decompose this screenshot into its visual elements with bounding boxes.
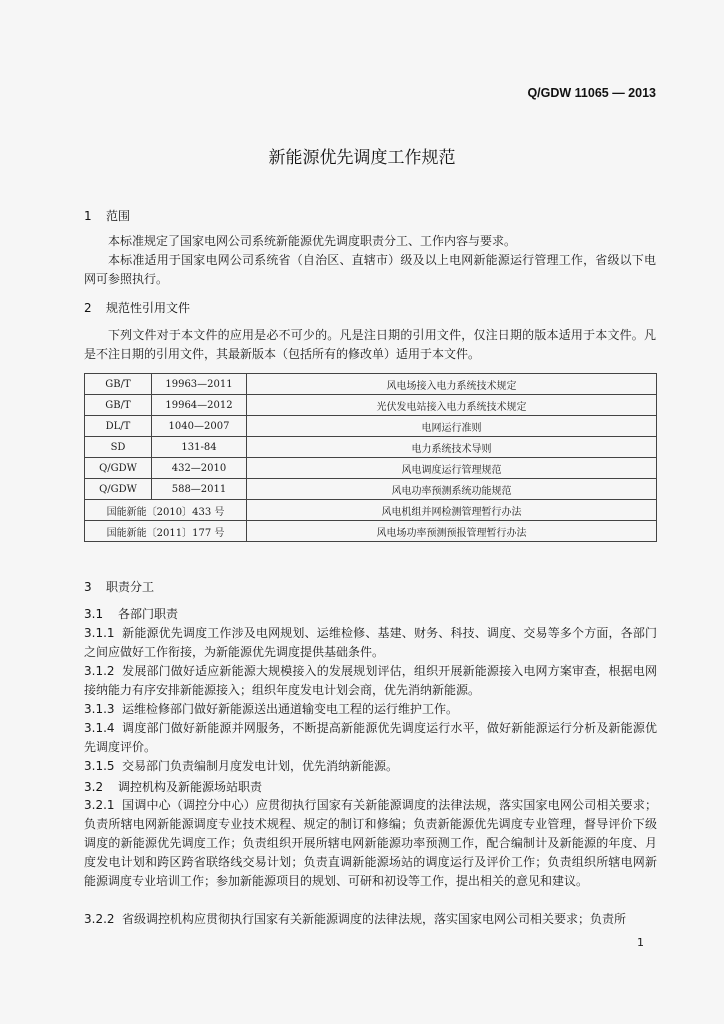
clause-number: 3.1.4 bbox=[84, 721, 115, 735]
page-number: 1 bbox=[637, 936, 644, 949]
clause-number: 3.1.2 bbox=[84, 664, 115, 678]
ref-number: 1040—2007 bbox=[152, 416, 247, 437]
subsection-title: 各部门职责 bbox=[118, 607, 179, 621]
ref-name: 风电机组并网检测管理暂行办法 bbox=[247, 500, 657, 521]
ref-name: 电力系统技术导则 bbox=[247, 437, 657, 458]
clause-3-2-1 bbox=[84, 796, 657, 891]
section-number: 3 bbox=[84, 580, 92, 594]
table-row bbox=[85, 500, 657, 521]
ref-prefix: DL/T bbox=[85, 416, 152, 437]
section-3-heading bbox=[84, 578, 154, 595]
ref-name: 风电功率预测系统功能规范 bbox=[247, 479, 657, 500]
clause-3-1-5 bbox=[84, 757, 657, 776]
ref-prefix: Q/GDW bbox=[85, 458, 152, 479]
clause-number: 3.1.3 bbox=[84, 702, 115, 716]
table-row bbox=[85, 479, 657, 500]
section-2-heading bbox=[84, 299, 190, 316]
clause-text: 省级调控机构应贯彻执行国家有关新能源调度的法律法规，落实国家电网公司相关要求；负责所 bbox=[122, 912, 627, 926]
ref-prefix: SD bbox=[85, 437, 152, 458]
table-row bbox=[85, 416, 657, 437]
table-row bbox=[85, 437, 657, 458]
section-1-heading bbox=[84, 207, 130, 224]
clause-number: 3.2.1 bbox=[84, 798, 115, 812]
ref-prefix: 国能新能〔2011〕177 号 bbox=[85, 521, 247, 542]
subsection-3-2-heading bbox=[84, 778, 262, 795]
clause-text: 调度部门做好新能源并网服务，不断提高新能源优先调度运行水平，做好新能源运行分析及新能源优先调度评价。 bbox=[84, 721, 657, 754]
section-title: 规范性引用文件 bbox=[106, 301, 191, 315]
clause-number: 3.2.2 bbox=[84, 912, 115, 926]
clause-3-1-3 bbox=[84, 700, 657, 719]
ref-prefix: GB/T bbox=[85, 395, 152, 416]
section-number: 1 bbox=[84, 209, 92, 223]
clause-number: 3.1.1 bbox=[84, 626, 115, 640]
ref-prefix: 国能新能〔2010〕433 号 bbox=[85, 500, 247, 521]
ref-name: 风电场接入电力系统技术规定 bbox=[247, 374, 657, 395]
section-2-paragraph: 下列文件对于本文件的应用是必不可少的。凡是注日期的引用文件，仅注日期的版本适用于本文件。凡是不注日期的引用文件，其最新版本（包括所有的修改单）适用于本文件。 bbox=[84, 328, 656, 361]
ref-name: 光伏发电站接入电力系统技术规定 bbox=[247, 395, 657, 416]
subsection-number: 3.2 bbox=[84, 780, 104, 794]
table-row bbox=[85, 374, 657, 395]
document-title: 新能源优先调度工作规范 bbox=[268, 148, 456, 168]
table-row bbox=[85, 521, 657, 542]
clause-text: 国调中心（调控分中心）应贯彻执行国家有关新能源调度的法律法规，落实国家电网公司相关要求；负责所辖电网新能源调度专业技术规程、规定的制订和修编；负责新能源优先调度专业管理，督导评价下级调度的新能源优先调度工作；负责组织开展所辖电网新能源功率预测工作，配合编制计及新能源的年度、月度发电计划和跨区跨省联络线交易计划；负责直调新能源场站的调度运行及评价工作；负责组织所辖电网新能源调度专业培训工作；参加新能源项目的规划、可研和初设等工作，提出相关的意见和建议。 bbox=[84, 798, 657, 888]
ref-name: 电网运行准则 bbox=[247, 416, 657, 437]
table-row bbox=[85, 458, 657, 479]
section-number: 2 bbox=[84, 301, 92, 315]
ref-number: 19964—2012 bbox=[152, 395, 247, 416]
subsection-title: 调控机构及新能源场站职责 bbox=[118, 780, 263, 794]
clause-text: 新能源优先调度工作涉及电网规划、运维检修、基建、财务、科技、调度、交易等多个方面，各部门之间应做好工作衔接，为新能源优先调度提供基础条件。 bbox=[84, 626, 657, 659]
section-title: 范围 bbox=[106, 209, 131, 223]
clause-number: 3.1.5 bbox=[84, 759, 115, 773]
standard-code: Q/GDW 11065 — 2013 bbox=[527, 86, 656, 100]
clause-text: 交易部门负责编制月度发电计划，优先消纳新能源。 bbox=[122, 759, 399, 773]
ref-name: 风电调度运行管理规范 bbox=[247, 458, 657, 479]
ref-number: 588—2011 bbox=[152, 479, 247, 500]
table-row bbox=[85, 395, 657, 416]
clause-text: 运维检修部门做好新能源送出通道输变电工程的运行维护工作。 bbox=[122, 702, 459, 716]
ref-prefix: Q/GDW bbox=[85, 479, 152, 500]
clause-3-1-2 bbox=[84, 662, 657, 700]
section-title: 职责分工 bbox=[106, 580, 155, 594]
ref-number: 432—2010 bbox=[152, 458, 247, 479]
ref-number: 131-84 bbox=[152, 437, 247, 458]
ref-name: 风电场功率预测预报管理暂行办法 bbox=[247, 521, 657, 542]
subsection-3-1-heading bbox=[84, 605, 178, 622]
ref-prefix: GB/T bbox=[85, 374, 152, 395]
clause-3-1-1 bbox=[84, 624, 657, 662]
references-table bbox=[84, 373, 657, 542]
clause-3-2-2 bbox=[84, 910, 657, 929]
section-1-paragraph-1: 本标准规定了国家电网公司系统新能源优先调度职责分工、工作内容与要求。 bbox=[108, 234, 517, 248]
subsection-number: 3.1 bbox=[84, 607, 104, 621]
clause-3-1-4 bbox=[84, 719, 657, 757]
section-1-paragraph-2: 本标准适用于国家电网公司系统省（自治区、直辖市）级及以上电网新能源运行管理工作，省级以下电网可参照执行。 bbox=[84, 253, 656, 286]
clause-text: 发展部门做好适应新能源大规模接入的发展规划评估，组织开展新能源接入电网方案审查，根据电网接纳能力有序安排新能源接入；组织年度发电计划会商，优先消纳新能源。 bbox=[84, 664, 657, 697]
ref-number: 19963—2011 bbox=[152, 374, 247, 395]
